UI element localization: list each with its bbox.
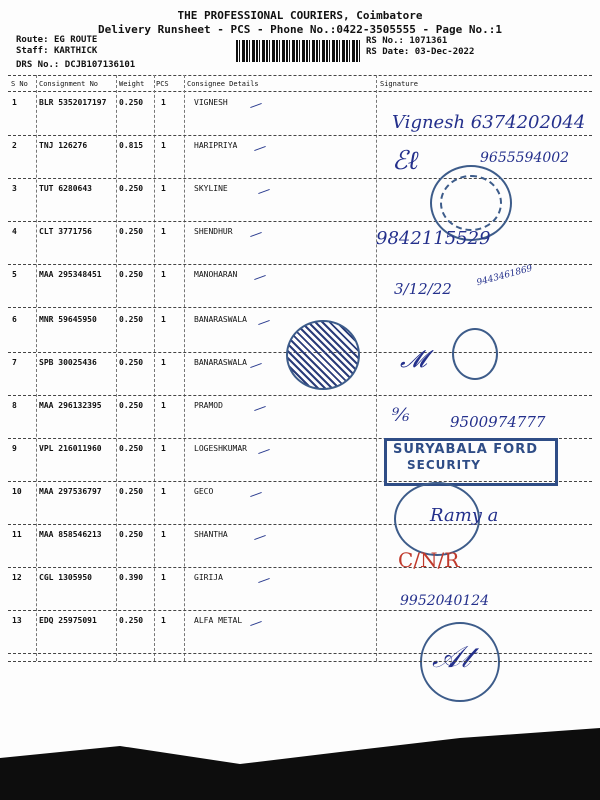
cell-consignment: EDQ 25975091: [39, 616, 97, 625]
check-tick: [258, 449, 270, 454]
row-rule: [8, 395, 592, 396]
cell-consignee: ALFA METAL: [194, 616, 243, 625]
cell-consignee: SHANTHA: [194, 530, 228, 539]
table-row: [0, 227, 600, 274]
cell-weight: 0.390: [119, 573, 144, 582]
check-tick: [250, 103, 262, 108]
table-row: [0, 573, 600, 620]
cell-consignment: MAA 858546213: [39, 530, 102, 539]
rs-no-value: 1071361: [409, 36, 448, 46]
cell-sno: 6: [12, 315, 17, 324]
table-row: [0, 530, 600, 577]
table-row: [0, 616, 600, 663]
cell-consignment: MAA 295348451: [39, 270, 102, 279]
cell-sno: 12: [12, 573, 22, 582]
cell-pcs: 1: [161, 141, 166, 150]
rs-date-label: RS Date:: [366, 47, 410, 57]
company-stamp-name: SURYABALA FORD: [393, 442, 539, 457]
row-rule: [8, 264, 592, 265]
check-tick: [250, 232, 262, 237]
check-tick: [258, 189, 270, 194]
cell-pcs: 1: [161, 358, 166, 367]
rs-no-line: [366, 36, 447, 46]
col-header-signature: Signature: [380, 80, 418, 88]
header-rule-top: [8, 75, 592, 76]
row-rule: [8, 567, 592, 568]
row-rule: [8, 610, 592, 611]
cell-pcs: 1: [161, 530, 166, 539]
route-label: Route:: [16, 35, 49, 45]
cell-pcs: 1: [161, 487, 166, 496]
check-tick: [254, 275, 266, 280]
col-header-consignee: Consignee Details: [187, 80, 259, 88]
drs-line: [16, 60, 135, 70]
cell-consignment: BLR 5352017197: [39, 98, 107, 107]
company-stamp-line2: SECURITY: [407, 458, 481, 472]
cell-consignee: MANOHARAN: [194, 270, 238, 279]
cell-weight: 0.250: [119, 444, 144, 453]
cell-consignee: BANARASWALA: [194, 315, 247, 324]
col-header-pcs: PCS: [156, 80, 169, 88]
check-tick: [258, 578, 270, 583]
cell-pcs: 1: [161, 98, 166, 107]
cell-sno: 1: [12, 98, 17, 107]
check-tick: [254, 146, 266, 151]
cell-consignment: CLT 3771756: [39, 227, 92, 236]
cell-consignment: SPB 30025436: [39, 358, 97, 367]
document-subtitle: Delivery Runsheet - PCS - Phone No.:0422-3505555 - Page No.:1: [98, 23, 502, 36]
signature-13-scribble: 𝒜𝓉: [432, 640, 471, 675]
staff-value: KARTHICK: [53, 46, 98, 56]
signature-12: 9952040124: [400, 593, 490, 609]
cell-consignment: CGL 1305950: [39, 573, 92, 582]
scribbled-stamp: [286, 320, 360, 390]
company-stamp: [384, 438, 558, 486]
col-header-consignment: Consignment No: [39, 80, 99, 88]
scan-shadow: [0, 728, 600, 800]
row-rule: [8, 653, 592, 654]
cell-weight: 0.250: [119, 530, 144, 539]
header-rule-bottom: [8, 91, 592, 92]
cell-weight: 0.250: [119, 184, 144, 193]
cell-consignee: GECO: [194, 487, 214, 496]
cell-sno: 7: [12, 358, 17, 367]
staff-line: [16, 46, 97, 56]
cnr-mark: C/N/R: [398, 548, 460, 572]
cell-pcs: 1: [161, 401, 166, 410]
col-header-weight: Weight: [119, 80, 145, 88]
signature-8-mark: ⁹⁄₆: [392, 405, 410, 426]
cell-weight: 0.250: [119, 98, 144, 107]
cell-sno: 2: [12, 141, 17, 150]
barcode: [236, 40, 360, 62]
table-end-rule: [8, 661, 592, 662]
cell-sno: 5: [12, 270, 17, 279]
cell-weight: 0.250: [119, 358, 144, 367]
row-rule: [8, 524, 592, 525]
drs-value: DCJB107136101: [64, 60, 136, 70]
signature-2: 9655594002: [480, 150, 570, 166]
cell-pcs: 1: [161, 227, 166, 236]
signature-5-phone: 9443461869: [475, 263, 534, 289]
check-tick: [250, 621, 262, 626]
signature-6-scribble: 𝓜: [400, 345, 427, 373]
cell-sno: 3: [12, 184, 17, 193]
rs-no-label: RS No.:: [366, 36, 404, 46]
signature-1: Vignesh 6374202044: [392, 112, 586, 133]
cell-consignee: SKYLINE: [194, 184, 228, 193]
cell-consignment: TNJ 126276: [39, 141, 88, 150]
check-tick: [254, 535, 266, 540]
cell-pcs: 1: [161, 573, 166, 582]
cell-consignment: TUT 6280643: [39, 184, 92, 193]
check-tick: [258, 320, 270, 325]
signature-4: 9842115529: [376, 228, 491, 249]
cell-sno: 9: [12, 444, 17, 453]
cell-consignment: MNR 59645950: [39, 315, 97, 324]
cell-weight: 0.250: [119, 487, 144, 496]
rs-date-value: 03-Dec-2022: [414, 47, 475, 57]
cell-pcs: 1: [161, 184, 166, 193]
cell-sno: 10: [12, 487, 22, 496]
round-stamp-small: [452, 328, 498, 380]
round-stamp-inner: [440, 175, 502, 231]
route-value: EG ROUTE: [53, 35, 98, 45]
cell-consignee: PRAMOD: [194, 401, 223, 410]
cell-pcs: 1: [161, 444, 166, 453]
row-rule: [8, 135, 592, 136]
signature-8: 9500974777: [450, 413, 546, 431]
cell-pcs: 1: [161, 270, 166, 279]
cell-sno: 8: [12, 401, 17, 410]
cell-weight: 0.250: [119, 227, 144, 236]
cell-pcs: 1: [161, 315, 166, 324]
rs-date-line: [366, 47, 474, 57]
signature-2-scribble: ℰℓ: [392, 146, 419, 176]
drs-label: DRS No.:: [16, 60, 60, 70]
staff-label: Staff:: [16, 46, 49, 56]
cell-sno: 11: [12, 530, 22, 539]
check-tick: [250, 363, 262, 368]
cell-pcs: 1: [161, 616, 166, 625]
cell-consignee: LOGESHKUMAR: [194, 444, 247, 453]
signature-5-date: 3/12/22: [394, 280, 452, 298]
cell-consignment: MAA 296132395: [39, 401, 102, 410]
row-rule: [8, 178, 592, 179]
table-row: [0, 487, 600, 534]
check-tick: [250, 492, 262, 497]
cell-consignment: VPL 216011960: [39, 444, 102, 453]
cell-consignee: SHENDHUR: [194, 227, 233, 236]
cell-consignment: MAA 297536797: [39, 487, 102, 496]
cell-sno: 4: [12, 227, 17, 236]
col-header-sno: S No: [11, 80, 28, 88]
cell-weight: 0.250: [119, 616, 144, 625]
cell-consignee: GIRIJA: [194, 573, 223, 582]
cell-sno: 13: [12, 616, 22, 625]
document-title: THE PROFESSIONAL COURIERS, Coimbatore: [177, 9, 423, 22]
cell-weight: 0.250: [119, 315, 144, 324]
cell-consignee: HARIPRIYA: [194, 141, 238, 150]
cell-weight: 0.250: [119, 270, 144, 279]
signature-10: Ramy a: [430, 505, 499, 526]
cell-weight: 0.815: [119, 141, 144, 150]
route-line: [16, 35, 97, 45]
row-rule: [8, 307, 592, 308]
cell-consignee: BANARASWALA: [194, 358, 247, 367]
check-tick: [254, 406, 266, 411]
cell-weight: 0.250: [119, 401, 144, 410]
cell-consignee: VIGNESH: [194, 98, 228, 107]
